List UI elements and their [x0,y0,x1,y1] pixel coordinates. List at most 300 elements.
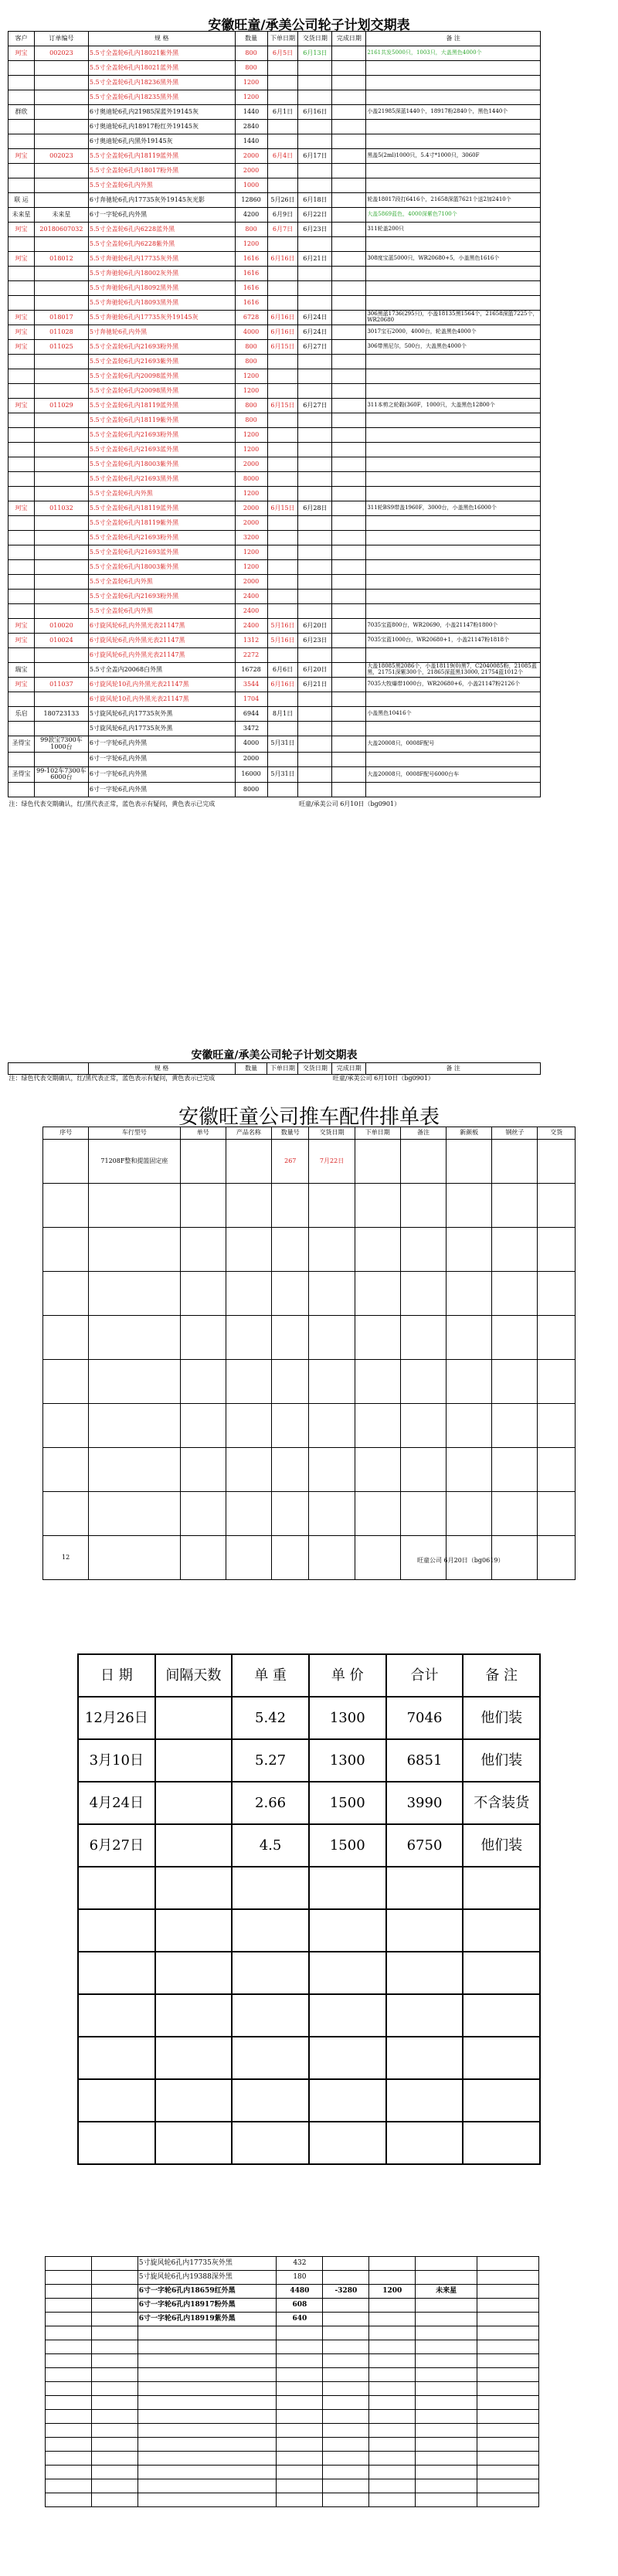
order-cell [34,76,88,90]
order-cell [34,355,88,369]
delivery-date-cell [298,560,332,575]
bottom-cell [46,2479,92,2493]
spec-cell: 5.5寸全盖轮6孔内18021蓝外黑 [88,61,235,76]
customer-cell: 联 运 [8,193,35,208]
bottom-row [46,2396,539,2410]
done-date-cell [332,237,366,252]
price-empty-row [78,2079,540,2122]
bottom-cell [369,2452,416,2466]
parts-cell [355,1492,400,1536]
customer-cell [8,90,35,105]
parts-cell [89,1184,180,1228]
order-date-cell: 6月16日 [267,678,298,692]
spec-cell: 5.5寸全盖轮6孔内21693蓝外黑 [88,545,235,560]
customer-cell [8,575,35,590]
order-cell: 011032 [34,501,88,516]
price-cell: 他们装 [463,1824,540,1867]
note-cell [366,267,541,281]
qty-cell: 1616 [235,281,267,296]
customer-cell [8,61,35,76]
bottom-cell [369,2340,416,2354]
order-cell [34,384,88,399]
note-cell [366,355,541,369]
qty-cell: 1000 [235,178,267,193]
spec-cell: 5.5寸奔驰轮6孔内17735灰外黑 [88,252,235,267]
note-cell [366,752,541,766]
bottom-cell [91,2257,138,2271]
parts-row [43,1492,576,1536]
qty-cell: 1312 [235,634,267,648]
delivery-date-cell [298,281,332,296]
bottom-cell [477,2299,539,2313]
bottom-cell [323,2368,369,2382]
order-date-cell: 6月4日 [267,149,298,164]
done-date-cell [332,707,366,722]
spec-cell: 5寸旋风轮6孔内17735灰外黑 [88,722,235,736]
qty-cell: 1616 [235,267,267,281]
customer-cell [8,783,35,797]
parts-cell [400,1448,446,1492]
order-date-cell [267,428,298,443]
parts-cell [180,1272,226,1316]
done-date-cell [332,61,366,76]
price-cell: 7046 [386,1697,464,1739]
schedule-row [8,663,541,678]
spec-cell: 5.5寸全盖轮6孔内18119紫外黑 [88,413,235,428]
delivery-date-cell: 6月27日 [298,340,332,355]
order-date-cell [267,604,298,619]
delivery-date-cell [298,545,332,560]
parts-row [43,1272,576,1316]
spec-cell: 5.5寸全盖轮6孔内外黑 [88,487,235,501]
order-date-cell [267,692,298,707]
delivery-date-cell [298,134,332,149]
parts-cell [43,1360,89,1404]
bottom-cell [416,2410,477,2424]
header-note: 备 注 [366,1063,541,1075]
parts-cell [538,1404,576,1448]
order-date-cell [267,296,298,311]
done-date-cell [332,428,366,443]
parts-row [43,1228,576,1272]
order-date-cell: 6月16日 [267,311,298,325]
parts-cell [355,1184,400,1228]
parts-cell [89,1228,180,1272]
parts-cell [355,1404,400,1448]
price-cell [78,1909,155,1952]
note-cell [366,296,541,311]
parts-row [43,1316,576,1360]
note-cell [366,545,541,560]
schedule-row [8,413,541,428]
order-cell [34,428,88,443]
delivery-date-cell [298,457,332,472]
order-cell [34,120,88,134]
bottom-row [46,2479,539,2493]
customer-cell: 珂宝 [8,399,35,413]
done-date-cell [332,311,366,325]
done-date-cell [332,604,366,619]
delivery-date-cell: 6月17日 [298,149,332,164]
price-cell [463,1994,540,2037]
qty-cell: 800 [235,46,267,61]
bottom-cell [416,2479,477,2493]
parts-cell [492,1492,538,1536]
note-cell [366,590,541,604]
bottom-cell [277,2340,323,2354]
bottom-cell [323,2396,369,2410]
customer-cell [8,134,35,149]
order-cell: 011029 [34,399,88,413]
parts-cell [538,1448,576,1492]
bottom-row [46,2382,539,2396]
bottom-cell [416,2382,477,2396]
bottom-cell [91,2452,138,2466]
price-cell: 1500 [309,1782,386,1824]
bottom-row [46,2410,539,2424]
bottom-cell [91,2313,138,2326]
customer-cell: 群欣 [8,105,35,120]
note-cell [366,413,541,428]
note-cell: 7035大牧爆带1000台，WR20680+6，小盖21147粉2126个 [366,678,541,692]
order-date-cell [267,575,298,590]
parts-header-cell: 序号 [43,1127,89,1140]
schedule-row [8,619,541,634]
note-cell [366,472,541,487]
qty-cell: 2000 [235,501,267,516]
done-date-cell [332,783,366,797]
schedule-row [8,634,541,648]
customer-cell: 珂宝 [8,325,35,340]
schedule-row [8,472,541,487]
schedule-row [8,267,541,281]
delivery-date-cell [298,120,332,134]
spec-cell: 5.5寸全盖轮6孔内20098蓝外黑 [88,369,235,384]
done-date-cell [332,619,366,634]
bottom-cell [91,2466,138,2479]
order-cell: 20180607032 [34,223,88,237]
parts-cell [272,1492,309,1536]
schedule-row [8,355,541,369]
delivery-date-cell: 6月24日 [298,311,332,325]
delivery-date-cell: 6月21日 [298,678,332,692]
spec-cell: 5.5寸全盖轮6孔内6228蓝外黑 [88,223,235,237]
order-date-cell [267,531,298,545]
bottom-cell: 未来星 [416,2285,477,2299]
delivery-date-cell: 6月20日 [298,663,332,678]
bottom-cell [138,2368,277,2382]
delivery-date-cell [298,516,332,531]
customer-cell: 未来星 [8,208,35,223]
bottom-cell [46,2313,92,2326]
schedule-row [8,61,541,76]
order-cell: 011028 [34,325,88,340]
customer-cell [8,267,35,281]
note-cell: 306带黑尼尔，500台，大盖黑色4000个 [366,340,541,355]
parts-cell [492,1272,538,1316]
qty-cell: 1200 [235,560,267,575]
order-cell: 未来星 [34,208,88,223]
bottom-cell [477,2438,539,2452]
price-cell [232,1952,309,1994]
order-date-cell [267,752,298,766]
qty-cell: 6728 [235,311,267,325]
order-cell [34,545,88,560]
spec-cell: 6寸旋风轮10孔内外黑光表21147黑 [88,678,235,692]
bottom-cell [323,2271,369,2285]
signature: 旺童/承美公司 6月10日（bg0901） [332,1075,434,1082]
order-cell [34,90,88,105]
bottom-cell [477,2493,539,2507]
spec-cell: 5.5寸全盖轮6孔内21693黑外黑 [88,472,235,487]
bottom-cell [416,2354,477,2368]
note-cell [366,575,541,590]
delivery-date-cell [298,413,332,428]
parts-schedule-table [42,1127,576,1580]
bottom-cell [477,2271,539,2285]
delivery-date-cell [298,355,332,369]
parts-row [43,1184,576,1228]
price-cell [309,1909,386,1952]
spec-cell: 5.5寸奔驰轮6孔内18093黑外黑 [88,296,235,311]
delivery-date-cell [298,178,332,193]
order-date-cell [267,134,298,149]
done-date-cell [332,325,366,340]
delivery-date-cell [298,722,332,736]
header-done-date: 完成日期 [332,1063,366,1075]
done-date-cell [332,752,366,766]
parts-cell [447,1228,492,1272]
customer-cell [8,722,35,736]
schedule-row [8,384,541,399]
bottom-cell [416,2424,477,2438]
header-cell: 下单日期 [267,32,298,46]
header-cell: 数量 [235,32,267,46]
order-cell [34,590,88,604]
bottom-cell [369,2257,416,2271]
order-cell [34,531,88,545]
bottom-cell [416,2313,477,2326]
spec-cell: 5.5寸全盖轮6孔内18003紫外黑 [88,457,235,472]
bottom-cell [416,2466,477,2479]
spec-cell: 5.5寸全盖轮6孔内18119紫外黑 [88,516,235,531]
note-cell: 黑盖5(2ml)1000只，5.4寸*1000只，3060F [366,149,541,164]
price-empty-row [78,1994,540,2037]
note-cell: 大盖20008只，0008F配号 [366,736,541,753]
customer-cell: 珂宝 [8,619,35,634]
bottom-cell: 180 [277,2271,323,2285]
note-cell [366,428,541,443]
parts-header-cell: 下单日期 [355,1127,400,1140]
price-cell [386,1909,464,1952]
note-cell: 大盖18085黑2086个，小盖18119(0)黑7，C2040085粉，21085蓝黑，21751深紫300个，21865深蓝黑13000, 21754蓝1012个 [366,663,541,678]
customer-cell [8,560,35,575]
schedule-row [8,46,541,61]
parts-cell [226,1360,271,1404]
parts-cell [447,1492,492,1536]
price-cell [232,2079,309,2122]
parts-cell [447,1360,492,1404]
schedule-row [8,120,541,134]
qty-cell: 2840 [235,120,267,134]
order-date-cell [267,61,298,76]
bottom-cell [323,2410,369,2424]
parts-cell [400,1272,446,1316]
order-date-cell: 6月5日 [267,46,298,61]
parts-cell [538,1184,576,1228]
price-cell: 2.66 [232,1782,309,1824]
header-cell: 交货日期 [298,32,332,46]
bottom-cell [277,2466,323,2479]
bottom-cell [477,2382,539,2396]
parts-cell [43,1448,89,1492]
order-cell [34,457,88,472]
order-cell [34,164,88,178]
delivery-date-cell [298,90,332,105]
delivery-date-cell: 6月20日 [298,619,332,634]
bottom-cell [369,2479,416,2493]
parts-cell [89,1536,180,1580]
price-cell: 6750 [386,1824,464,1867]
parts-row [43,1140,576,1184]
parts-cell [492,1316,538,1360]
schedule-row [8,707,541,722]
price-cell [386,1952,464,1994]
qty-cell: 2000 [235,164,267,178]
parts-cell [89,1448,180,1492]
order-cell [34,193,88,208]
bottom-cell [477,2466,539,2479]
parts-cell [492,1404,538,1448]
header-row [8,32,541,46]
spec-cell: 6寸一字轮6孔内外黑 [88,783,235,797]
header-spec: 规 格 [88,1063,235,1075]
schedule-row [8,252,541,267]
price-empty-row [78,2037,540,2079]
bottom-cell [138,2493,277,2507]
price-cell [309,2037,386,2079]
customer-cell [8,487,35,501]
order-cell [34,178,88,193]
price-cell [78,2079,155,2122]
bottom-cell [323,2466,369,2479]
price-cell: 3990 [386,1782,464,1824]
spec-cell: 5.5寸全盖内20068白外黑 [88,663,235,678]
parts-cell [272,1404,309,1448]
bottom-row [46,2326,539,2340]
schedule-row [8,692,541,707]
bottom-cell [46,2299,92,2313]
price-cell [463,1909,540,1952]
bottom-cell [91,2299,138,2313]
parts-cell [447,1404,492,1448]
bottom-cell [277,2410,323,2424]
customer-cell [8,178,35,193]
price-empty-row [78,2122,540,2164]
delivery-date-cell [298,783,332,797]
done-date-cell [332,76,366,90]
bottom-cell [46,2271,92,2285]
customer-cell [8,369,35,384]
order-date-cell: 6月15日 [267,340,298,355]
bottom-cell [46,2424,92,2438]
qty-cell: 12860 [235,193,267,208]
note-cell [366,178,541,193]
order-date-cell [267,783,298,797]
parts-cell [226,1536,271,1580]
customer-cell [8,164,35,178]
price-cell: 3月10日 [78,1739,155,1782]
parts-header-cell: 新颜板 [447,1127,492,1140]
qty-cell: 16000 [235,766,267,783]
price-cell [463,2122,540,2164]
schedule-row [8,311,541,325]
parts-cell [89,1492,180,1536]
schedule-row [8,678,541,692]
bottom-cell [91,2354,138,2368]
parts-cell [272,1360,309,1404]
customer-cell [8,428,35,443]
spec-cell: 6寸旋风轮6孔内外黑光表21147黑 [88,634,235,648]
note-cell: 311本剪之轮毂(360F，1000只，大盖黑色12800个 [366,399,541,413]
bottom-cell [416,2340,477,2354]
bottom-cell: 432 [277,2257,323,2271]
bottom-row [46,2313,539,2326]
bottom-cell [416,2326,477,2340]
price-cell [155,1867,233,1909]
parts-header-cell: 数量号 [272,1127,309,1140]
spec-cell: 6寸一字轮6孔内外黑 [88,752,235,766]
price-cell: 不含装货 [463,1782,540,1824]
bottom-cell [323,2424,369,2438]
bottom-cell [477,2354,539,2368]
bottom-cell [369,2382,416,2396]
price-cell [78,1867,155,1909]
parts-schedule-title: 安徽旺童公司推车配件排单表 [178,1106,440,1129]
schedule-row [8,501,541,516]
bottom-cell [46,2466,92,2479]
bottom-cell [323,2257,369,2271]
delivery-date-cell [298,692,332,707]
parts-cell [180,1448,226,1492]
spec-cell: 6寸旋风轮10孔内外黑光表21147黑 [88,692,235,707]
parts-cell [180,1228,226,1272]
parts-cell [272,1272,309,1316]
price-cell: 5.27 [232,1739,309,1782]
parts-cell [355,1272,400,1316]
schedule-row [8,604,541,619]
customer-cell: 瑞宝 [8,663,35,678]
order-date-cell [267,281,298,296]
parts-cell [355,1140,400,1184]
order-cell: 018012 [34,252,88,267]
note-cell: 小盖黑色10416个 [366,707,541,722]
price-cell [155,1782,233,1824]
parts-cell [355,1316,400,1360]
order-date-cell: 8月1日 [267,707,298,722]
done-date-cell [332,105,366,120]
bottom-row [46,2368,539,2382]
parts-cell [355,1228,400,1272]
order-date-cell: 6月16日 [267,252,298,267]
delivery-date-cell: 6月22日 [298,208,332,223]
customer-cell [8,76,35,90]
parts-cell [89,1272,180,1316]
schedule-title: 安徽旺童/承美公司轮子计划交期表 [208,18,410,33]
done-date-cell [332,501,366,516]
qty-cell: 2272 [235,648,267,663]
qty-cell: 1616 [235,252,267,267]
